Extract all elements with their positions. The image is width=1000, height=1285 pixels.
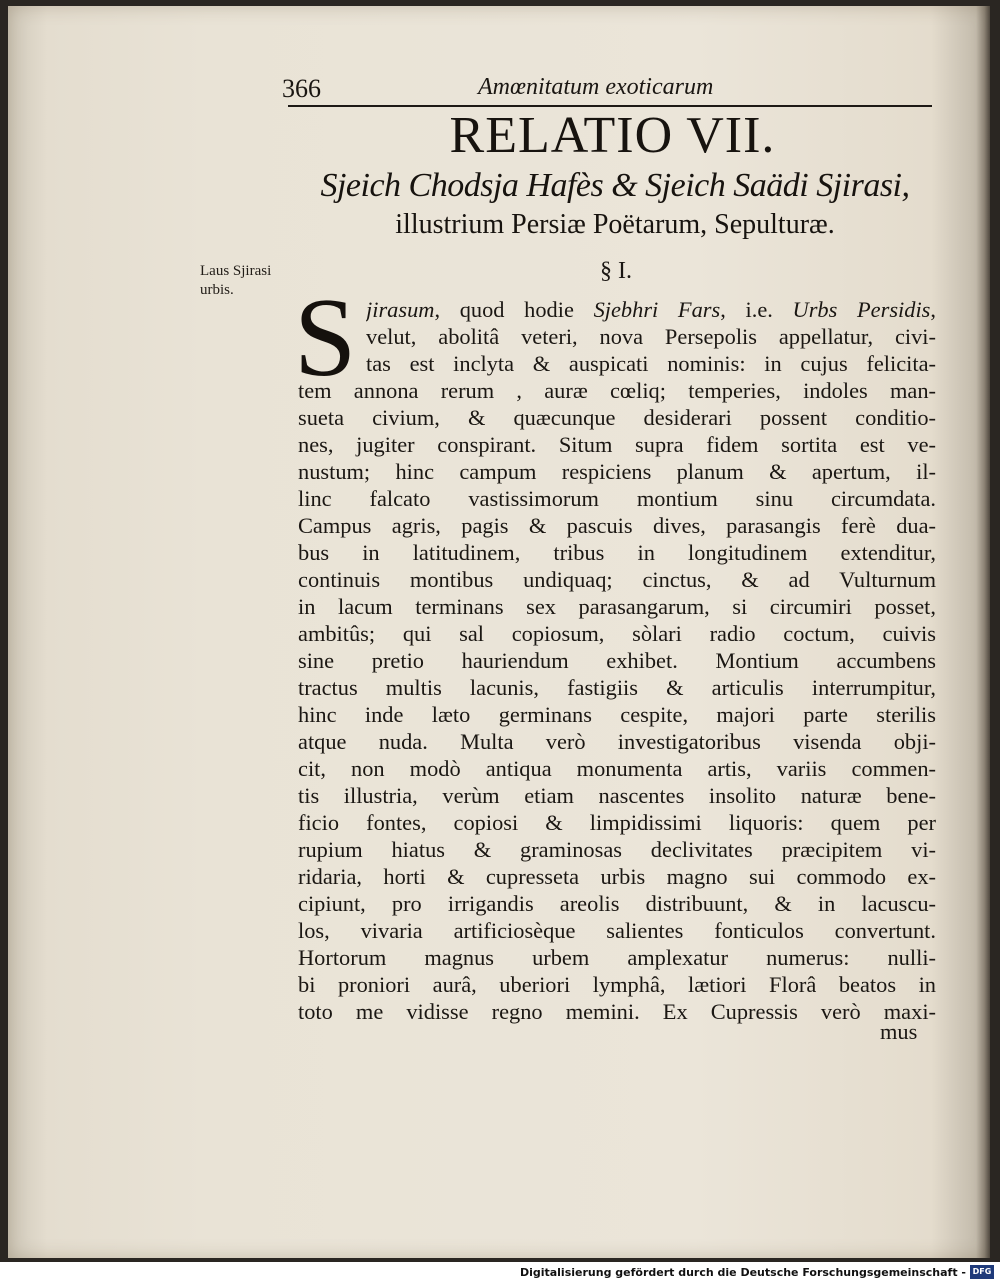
body-line: continuis montibus undiquaq; cinctus, & ad Vulturnum (298, 567, 936, 592)
chapter-subtitle-line-2: illustrium Persiæ Poëtarum, Sepulturæ. (395, 209, 835, 240)
body-line: Campus agris, pagis & pascuis dives, parasangis ferè dua- (298, 513, 936, 538)
body-line: ficio fontes, copiosi & limpidissimi liquoris: quem per (298, 810, 936, 835)
body-line: tis illustria, verùm etiam nascentes insolito naturæ bene- (298, 783, 936, 808)
body-line: tas est inclyta & auspicati nominis: in cujus felicita- (366, 351, 936, 376)
running-head (282, 68, 932, 104)
body-line: atque nuda. Multa verò investigatoribus visenda obji- (298, 729, 936, 754)
body-line: hinc inde læto germinans cespite, majori parte sterilis (298, 702, 936, 727)
page-number: 366 (282, 74, 321, 103)
body-line: velut, abolitâ veteri, nova Persepolis appellatur, civi- (366, 324, 936, 349)
body-line: nustum; hinc campum respiciens planum & apertum, il- (298, 459, 936, 484)
margin-note-line: urbis. (200, 282, 234, 298)
page-edge-shadow (976, 6, 990, 1258)
body-line: los, vivaria artificiosèque salientes fonticulos convertunt. (298, 918, 936, 943)
body-line: cit, non modò antiqua monumenta artis, variis commen- (298, 756, 936, 781)
dfg-logo[interactable]: DFG (970, 1265, 994, 1279)
body-line: toto me vidisse regno memini. Ex Cupressis verò maxi- (298, 999, 936, 1024)
body-line: in lacum terminans sex parasangarum, si circumiri posset, (298, 594, 936, 619)
body-line: linc falcato vastissimorum montium sinu circumdata. (298, 486, 936, 511)
body-line: jirasum, quod hodie Sjebhri Fars, i.e. Urbs Persidis, (366, 297, 936, 322)
section-mark: § I. (600, 258, 632, 284)
running-title: Amœnitatum exoticarum (478, 74, 714, 100)
body-line: sine pretio hauriendum exhibet. Montium accumbens (298, 648, 936, 673)
body-line: cipiunt, pro irrigandis areolis distribuunt, & in lacuscu- (298, 891, 936, 916)
body-line: bus in latitudinem, tribus in longitudinem extenditur, (298, 540, 936, 565)
chapter-title: RELATIO VII. (449, 107, 776, 164)
body-line: tractus multis lacunis, fastigiis & articulis interrumpitur, (298, 675, 936, 700)
body-line: ridaria, horti & cupresseta urbis magno sui commodo ex- (298, 864, 936, 889)
catchword: mus (880, 1019, 918, 1044)
footer-bar (0, 1262, 1000, 1285)
body-line: Hortorum magnus urbem amplexatur numerus: nulli- (298, 945, 936, 970)
body-line: sueta civium, & quæcunque desiderari possent conditio- (298, 405, 936, 430)
body-line: tem annona rerum , auræ cœliq; temperies, indoles man- (298, 378, 936, 403)
margin-note (200, 262, 290, 300)
chapter-subtitle-line-1: Sjeich Chodsja Hafès & Sjeich Saädi Sjirasi, (320, 167, 910, 204)
funding-credit: Digitalisierung gefördert durch die Deutsche Forschungsgemeinschaft - (519, 1266, 966, 1279)
drop-cap: S (294, 276, 357, 400)
body-line: nes, jugiter conspirant. Situm supra fidem sortita est ve- (298, 432, 936, 457)
margin-note-line: Laus Sjirasi (200, 263, 272, 279)
body-line: bi proniori aurâ, uberiori lymphâ, lætiori Florâ beatos in (298, 972, 936, 997)
body-line: rupium hiatus & graminosas declivitates præcipitem vi- (298, 837, 936, 862)
body-line: ambitûs; qui sal copiosum, sòlari radio coctum, cuivis (298, 621, 936, 646)
